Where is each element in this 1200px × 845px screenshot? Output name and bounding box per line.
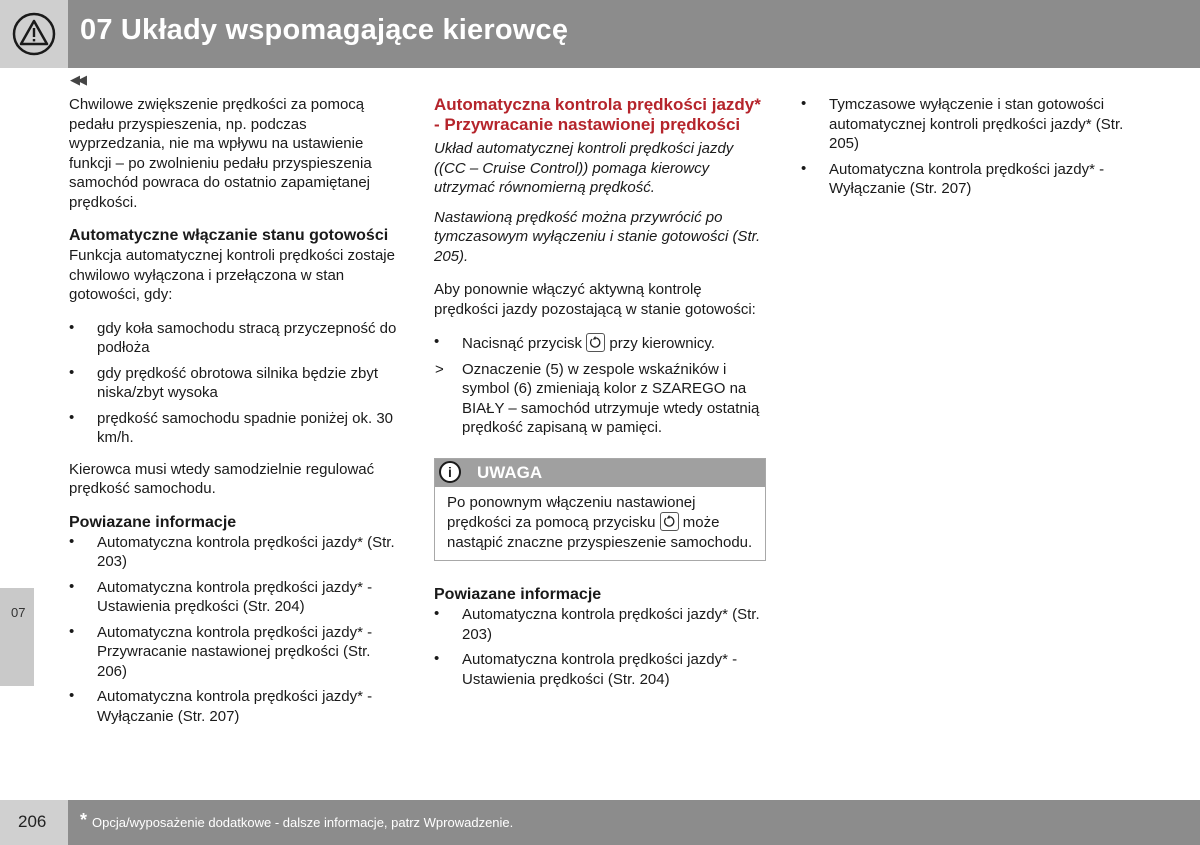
- resume-button-icon: [586, 333, 605, 352]
- info-icon: i: [439, 461, 461, 483]
- note-box: [434, 458, 766, 562]
- standby-text: Funkcja automatycznej kontroli prędkości zostaje chwilowo wyłączona i przełączona w stan gotowości, gdy:: [69, 247, 395, 303]
- standby-heading: Automatyczne włączanie stanu gotowości: [69, 227, 389, 244]
- list-item: • prędkość samochodu spadnie poniżej ok. 30 km/h.: [69, 408, 394, 446]
- resume-button-icon: [660, 512, 679, 531]
- related-list: [434, 605, 766, 689]
- standby-list: [69, 319, 399, 448]
- column-2: [434, 95, 766, 701]
- note-title: UWAGA: [477, 462, 543, 482]
- list-item: • gdy koła samochodu stracą przyczepność do podłoża: [69, 318, 397, 356]
- related-link[interactable]: • Automatyczna kontrola prędkości jazdy* - Ustawienia prędkości (Str. 204): [69, 577, 373, 615]
- driver-text: Kierowca musi wtedy samodzielnie regulować prędkość samochodu.: [69, 460, 375, 497]
- body-text: Aby ponownie włączyć aktywną kontrolę prędkości jazdy pozostającą w stanie gotowości:: [434, 281, 756, 318]
- related-list: [69, 533, 399, 727]
- list-item: • gdy prędkość obrotowa silnika będzie zbyt niska/zbyt wysoka: [69, 363, 378, 401]
- related-link[interactable]: • Automatyczna kontrola prędkości jazdy* - Wyłączanie (Str. 207): [801, 159, 1105, 197]
- column-3: [801, 95, 1141, 211]
- column-1: [69, 95, 399, 738]
- chapter-number: 07: [11, 605, 26, 620]
- step-item: • Nacisnąć przycisk przy kierownicy.: [434, 333, 715, 352]
- section-heading: Automatyczna kontrola prędkości jazdy* - Przywracanie nastawionej prędkości: [434, 95, 761, 134]
- related-link[interactable]: • Automatyczna kontrola prędkości jazdy* (Str. 203): [69, 532, 395, 570]
- steps-list: [434, 333, 766, 438]
- related-list-continued: [801, 95, 1141, 199]
- page-title: 07 Układy wspomagające kierowcę: [80, 14, 569, 46]
- footer-bar: [68, 800, 1200, 845]
- back-nav-icon[interactable]: ◀◀: [70, 72, 84, 87]
- header-bar: [68, 0, 1200, 68]
- header-icon-box: [0, 0, 68, 68]
- warning-triangle-icon: [12, 12, 56, 56]
- related-link[interactable]: • Automatyczna kontrola prędkości jazdy* (Str. 203): [434, 605, 760, 643]
- intro-paragraph: Chwilowe zwiększenie prędkości za pomocą pedału przyspieszenia, np. podczas wyprzedzania, nie ma wpływu na ustawienie funkcji – po zwolnieniu pedału przyspieszenia samochód powraca do ostatnio zapamiętanej prędkości.: [69, 96, 372, 211]
- related-link[interactable]: • Automatyczna kontrola prędkości jazdy* - Ustawienia prędkości (Str. 204): [434, 650, 738, 688]
- note-body: Po ponownym włączeniu nastawionej prędkości za pomocą przycisku może nastąpić znaczne przyspieszenie samochodu.: [447, 493, 753, 551]
- related-link[interactable]: • Automatyczna kontrola prędkości jazdy* - Wyłączanie (Str. 207): [69, 687, 373, 725]
- italic-intro: Układ automatycznej kontroli prędkości jazdy ((CC – Cruise Control)) pomaga kierowcy utrzymać równomierną prędkość.: [434, 140, 734, 196]
- italic-note: Nastawioną prędkość można przywrócić po tymczasowym wyłączeniu i stanie gotowości (Str. 205).: [434, 208, 761, 265]
- related-heading: Powiazane informacje: [434, 586, 602, 603]
- page-number: 206: [18, 812, 47, 831]
- related-link[interactable]: • Tymczasowe wyłączenie i stan gotowości automatycznej kontroli prędkości jazdy* (Str. 205): [801, 95, 1124, 152]
- related-heading: Powiazane informacje: [69, 513, 237, 531]
- result-item: > Oznaczenie (5) w zespole wskaźników i symbol (6) zmieniają kolor z SZAREGO na BIAŁY – samochód utrzymuje wtedy ostatnią prędkość zapisaną w pamięci.: [435, 360, 760, 436]
- footnote-star: *: [80, 810, 88, 830]
- note-header: [435, 459, 765, 487]
- footnote-text: Opcja/wyposażenie dodatkowe - dalsze informacje, patrz Wprowadzenie.: [92, 815, 514, 830]
- chapter-tab: [0, 588, 34, 686]
- page-number-box: [0, 800, 68, 845]
- related-link[interactable]: • Automatyczna kontrola prędkości jazdy* - Przywracanie nastawionej prędkości (Str. 206): [69, 622, 373, 680]
